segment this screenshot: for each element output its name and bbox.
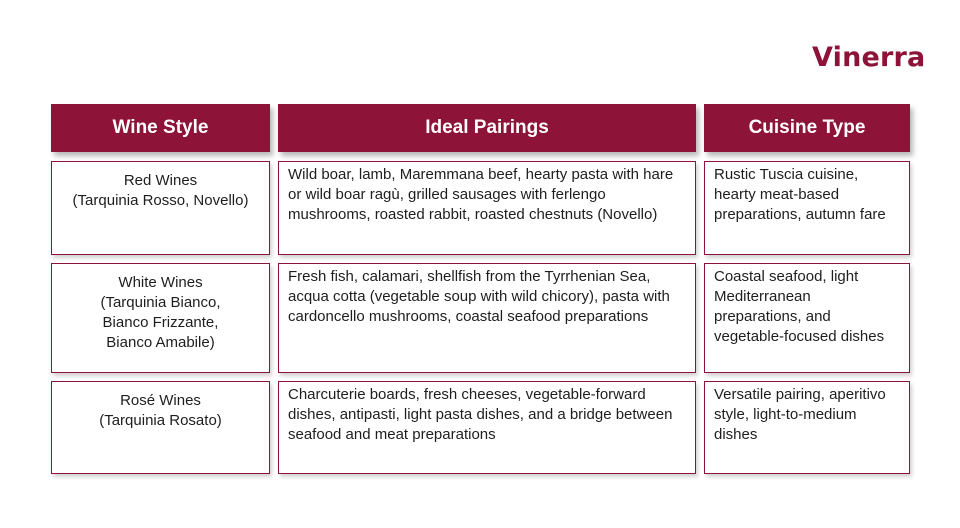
style-detail: (Tarquinia Rosso, Novello) <box>72 192 249 209</box>
rose-wines-style-cell <box>51 381 270 474</box>
white-wines-cuisine-cell: Coastal seafood, light Mediterranean preparations, and vegetable-focused dishes <box>704 263 910 373</box>
style-detail: (Tarquinia Bianco, Bianco Frizzante, Bianco Amabile) <box>100 294 221 351</box>
header-cuisine-type: Cuisine Type <box>704 104 910 152</box>
red-wines-pairings-cell: Wild boar, lamb, Maremmana beef, hearty pasta with hare or wild boar ragù, grilled sausages with ferlengo mushrooms, roasted rabbit, roasted chestnuts (Novello) <box>278 161 696 255</box>
style-name: Red Wines <box>123 172 198 189</box>
white-wines-pairings-cell: Fresh fish, calamari, shellfish from the Tyrrhenian Sea, acqua cotta (vegetable soup with wild chicory), pasta with cardoncello mushrooms, coastal seafood preparations <box>278 263 696 373</box>
red-wines-cuisine-cell: Rustic Tuscia cuisine, hearty meat-based preparations, autumn fare <box>704 161 910 255</box>
rose-wines-pairings-cell: Charcuterie boards, fresh cheeses, vegetable-forward dishes, antipasti, light pasta dishes, and a bridge between seafood and meat preparations <box>278 381 696 474</box>
brand-logo: Vinerra <box>812 42 926 73</box>
rose-wines-cuisine-cell: Versatile pairing, aperitivo style, light-to-medium dishes <box>704 381 910 474</box>
white-wines-style-cell <box>51 263 270 373</box>
red-wines-style-cell <box>51 161 270 255</box>
header-wine-style: Wine Style <box>51 104 270 152</box>
style-name: Rosé Wines <box>120 392 201 409</box>
style-detail: (Tarquinia Rosato) <box>99 412 222 429</box>
style-name: White Wines <box>118 274 203 291</box>
header-ideal-pairings: Ideal Pairings <box>278 104 696 152</box>
